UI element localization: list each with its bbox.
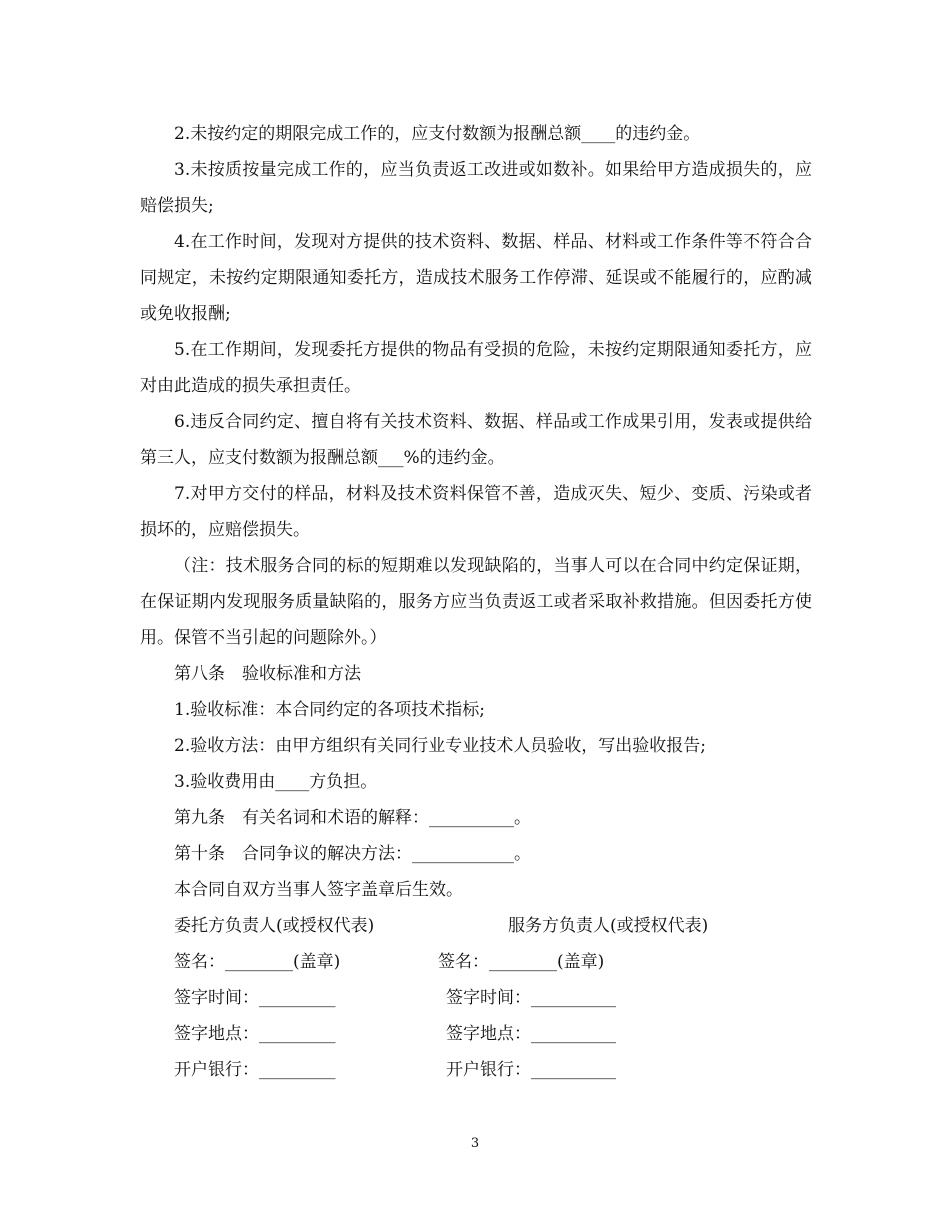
signature-titles [140,908,812,944]
client-bank: 开户银行：_________ [174,1060,336,1080]
clause-item-4: 4.在工作时间，发现对方提供的技术资料、数据、样品、材料或工作条件等不符合合同规定，未按约定期限通知委托方，造成技术服务工作停滞、延误或不能履行的，应酌减或免收报酬; [140,232,812,324]
signature-name-row [140,944,812,980]
article-9: 第九条 有关名词和术语的解释：__________。 [174,808,531,828]
client-signature-field: 签名：________(盖章) [174,952,341,972]
clause-item-2: 2.未按约定的期限完成工作的，应支付数额为报酬总额____的违约金。 [174,124,701,144]
provider-sign-time: 签字时间：__________ [446,988,616,1008]
clause-note: （注：技术服务合同的标的短期难以发现缺陷的，当事人可以在合同中约定保证期，在保证期内发现服务质量缺陷的，服务方应当负责返工或者采取补救措施。但因委托方使用。保管不当引起的问题除外。） [140,556,812,648]
signature-bank-row [140,1052,812,1088]
effective-clause: 本合同自双方当事人签字盖章后生效。 [174,880,463,900]
provider-representative-title: 服务方负责人(或授权代表) [508,916,709,936]
page-number: 3 [470,1136,480,1151]
client-representative-title: 委托方负责人(或授权代表) [174,916,375,936]
contract-body [140,116,812,1088]
acceptance-fee: 3.验收费用由____方负担。 [174,772,378,792]
clause-item-7: 7.对甲方交付的样品，材料及技术资料保管不善，造成灭失、短少、变质、污染或者损坏的，应赔偿损失。 [140,484,812,540]
client-sign-place: 签字地点：_________ [174,1024,336,1044]
provider-bank: 开户银行：__________ [446,1060,616,1080]
provider-signature-field: 签名：________(盖章) [438,952,605,972]
acceptance-method: 2.验收方法：由甲方组织有关同行业专业技术人员验收，写出验收报告; [174,736,706,756]
clause-item-5: 5.在工作期间，发现委托方提供的物品有受损的危险，未按约定期限通知委托方，应对由此造成的损失承担责任。 [140,340,812,396]
provider-sign-place: 签字地点：__________ [446,1024,616,1044]
article-10: 第十条 合同争议的解决方法：____________。 [174,844,531,864]
acceptance-standard: 1.验收标准：本合同约定的各项技术指标; [174,700,485,720]
signature-place-row [140,1016,812,1052]
client-sign-time: 签字时间：_________ [174,988,336,1008]
article-8-heading: 第八条 验收标准和方法 [174,664,361,684]
clause-item-6: 6.违反合同约定、擅自将有关技术资料、数据、样品或工作成果引用，发表或提供给第三人，应支付数额为报酬总额___%的违约金。 [140,412,812,468]
signature-time-row [140,980,812,1016]
clause-item-3: 3.未按质按量完成工作的，应当负责返工改进或如数补。如果给甲方造成损失的，应赔偿损失; [140,160,812,216]
